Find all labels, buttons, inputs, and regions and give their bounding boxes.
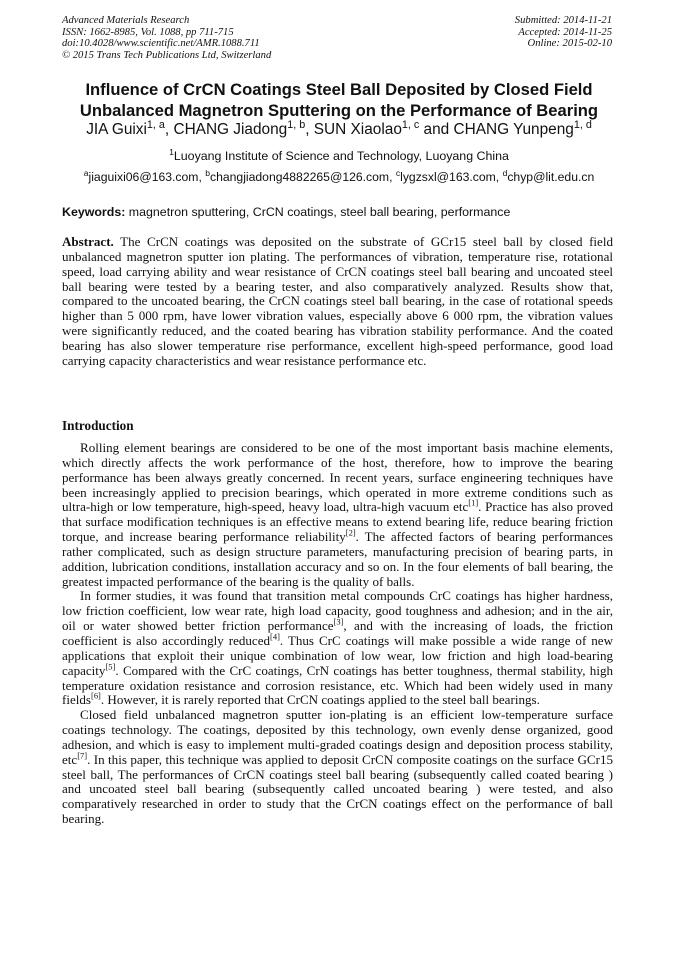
accepted-date: Accepted: 2014-11-25 [518,26,612,38]
citation: [1] [468,498,479,509]
paragraph-text: . Thus CrC coatings will make possible a wide range of new applications that exploit their unique combination of low wear, low friction and high load-bearing capacity [62,632,613,678]
paragraph-text: . However, it is rarely reported that CrCN coatings applied to the steel ball bearings. [100,692,540,708]
paper-title [40,79,638,121]
paragraph-text: In former studies, it was found that transition metal compounds CrC coatings has higher hardness, low friction coefficient, low wear rate, high load capacity, good toughness and adhesion; and in the air, oil or water showed better friction performance [62,588,613,634]
author-marker: 1, c [401,118,420,131]
author-name: JIA Guixi [86,121,147,138]
citation: [7] [77,750,88,761]
author-email: changjiadong4882265@126.com [209,170,390,184]
title-line: Influence of CrCN Coatings Steel Ball Deposited by Closed Field [85,80,593,99]
affiliation-marker: 1 [169,146,174,157]
publication-dates [515,15,612,50]
paragraph [62,441,613,589]
authors [30,118,648,139]
title-line: Unbalanced Magnetron Sputtering on the Performance of Bearing [79,101,599,120]
citation: [4] [270,631,280,642]
email-marker: c [395,167,401,178]
introduction-body [62,441,613,827]
author-marker: 1, b [287,118,306,131]
journal-name: Advanced Materials Research [62,15,190,26]
author-separator: , [305,121,314,138]
paragraph-text: Rolling element bearings are considered to be one of the most important basis machine elements, which directly affects the work performance of the host, therefore, how to improve the bearing performance has been always greatly concerned. In recent years, surface engineering techniques have been increasingly applied to precision bearings, which operated in more extreme conditions such as ultra-high or low temperature, high-speed, heavy load, ultra-high vacuum etc [62,440,613,515]
issn-volume: ISSN: 1662-8985, Vol. 1088, pp 711-715 [62,26,234,38]
affiliation [30,146,648,163]
author-separator: and [419,121,454,138]
abstract [62,235,613,369]
keywords-label: Keywords: [62,205,126,219]
abstract-text: The CrCN coatings was deposited on the substrate of GCr15 steel ball by closed field unbalanced magnetron sputter ion plating. The performances of vibration, temperature rise, rotational speed, load carrying ability and wear resistance of CrCN coatings steel ball bearing and uncoated steel ball bearing were tested by a bearing tester, and also comparatively analyzed. Results show that, compared to the uncoated bearing, the CrCN coatings steel ball bearing, in the case of rotational speeds higher than 5 000 rpm, have lower vibration values, especially above 6 000 rpm, the vibration values were significantly reduced, and the coated bearing has vibration stability performance. And the coated bearing has also slower temperature rise performance, excellent high-speed performance, good load carrying capacity characteristics and wear resistance performance etc. [62,234,613,368]
paragraph-text: . In this paper, this technique was applied to deposit CrCN composite coatings on the surface GCr15 steel ball, The performances of CrCN coatings steel ball bearing (subsequently called coated bearing ) and uncoated steel ball bearing (subsequently called uncoated bearing ) were tested, and also comparatively researched in order to study that the CrCN coatings effect on the performance of ball bearing. [62,751,613,827]
author-name: CHANG Yunpeng [453,121,574,138]
author-email: lygzsxl@163.com [400,170,496,184]
doi: doi:10.4028/www.scientific.net/AMR.1088.711 [62,38,260,50]
affiliation-text: Luoyang Institute of Science and Technology, Luoyang China [173,149,509,163]
paragraph [62,589,613,708]
submitted-date: Submitted: 2014-11-21 [514,15,612,26]
paragraph-text: . The affected factors of bearing performances rather complicated, such as design structure parameters, manufacturing precision of bearing parts, in addition, lubrication conditions, installation accuracy and so on. In the four elements of ball bearing, the greatest impacted performance of the bearing is the quality of balls. [62,529,613,589]
email-marker: d [502,167,508,178]
online-date: Online: 2015-02-10 [527,38,612,50]
email-separator: , [389,170,396,184]
citation: [3] [333,616,344,627]
email-marker: b [205,167,210,178]
author-email: chyp@lit.edu.cn [507,170,595,184]
copyright: © 2015 Trans Tech Publications Ltd, Switzerland [62,49,272,61]
journal-info [62,15,271,61]
author-name: CHANG Jiadong [173,121,288,138]
author-marker: 1, a [146,118,165,131]
author-name: SUN Xiaolao [313,121,402,138]
citation: [2] [345,527,356,538]
abstract-label: Abstract. [62,234,114,249]
email-separator: , [495,170,503,184]
keywords [62,205,510,219]
paragraph-text: . Practice has also proved that surface modification techniques is an effective means to extend bearing life, reduce bearing friction torque, and increase bearing performance reliability [62,499,613,545]
author-emails [30,167,648,184]
keywords-text: magnetron sputtering, CrCN coatings, steel ball bearing, performance [125,205,511,219]
paragraph-text: . Compared with the CrC coatings, CrN coatings has better toughness, thermal stability, high temperature oxidation resistance and corrosion resistance, etc. Which had been widely used in many fields [62,662,613,708]
email-separator: , [198,170,206,184]
paragraph-text: Closed field unbalanced magnetron sputter ion-plating is an efficient low-temperature surface coatings technology. The coatings, deposited by this technology, own evenly dense organized, good adhesion, and which is easy to implement multi-graded coatings design and deposition process stability, etc [62,707,613,767]
author-marker: 1, d [573,118,592,131]
citation: [5] [105,661,116,672]
section-heading-introduction: Introduction [62,418,134,433]
paragraph-text: , and with the increasing of loads, the friction coefficient is also accordingly reduced [62,618,613,648]
email-marker: a [83,167,89,178]
author-email: jiaguixi06@163.com [88,170,199,184]
citation: [6] [91,691,101,701]
paragraph [62,708,613,827]
author-separator: , [164,121,174,138]
